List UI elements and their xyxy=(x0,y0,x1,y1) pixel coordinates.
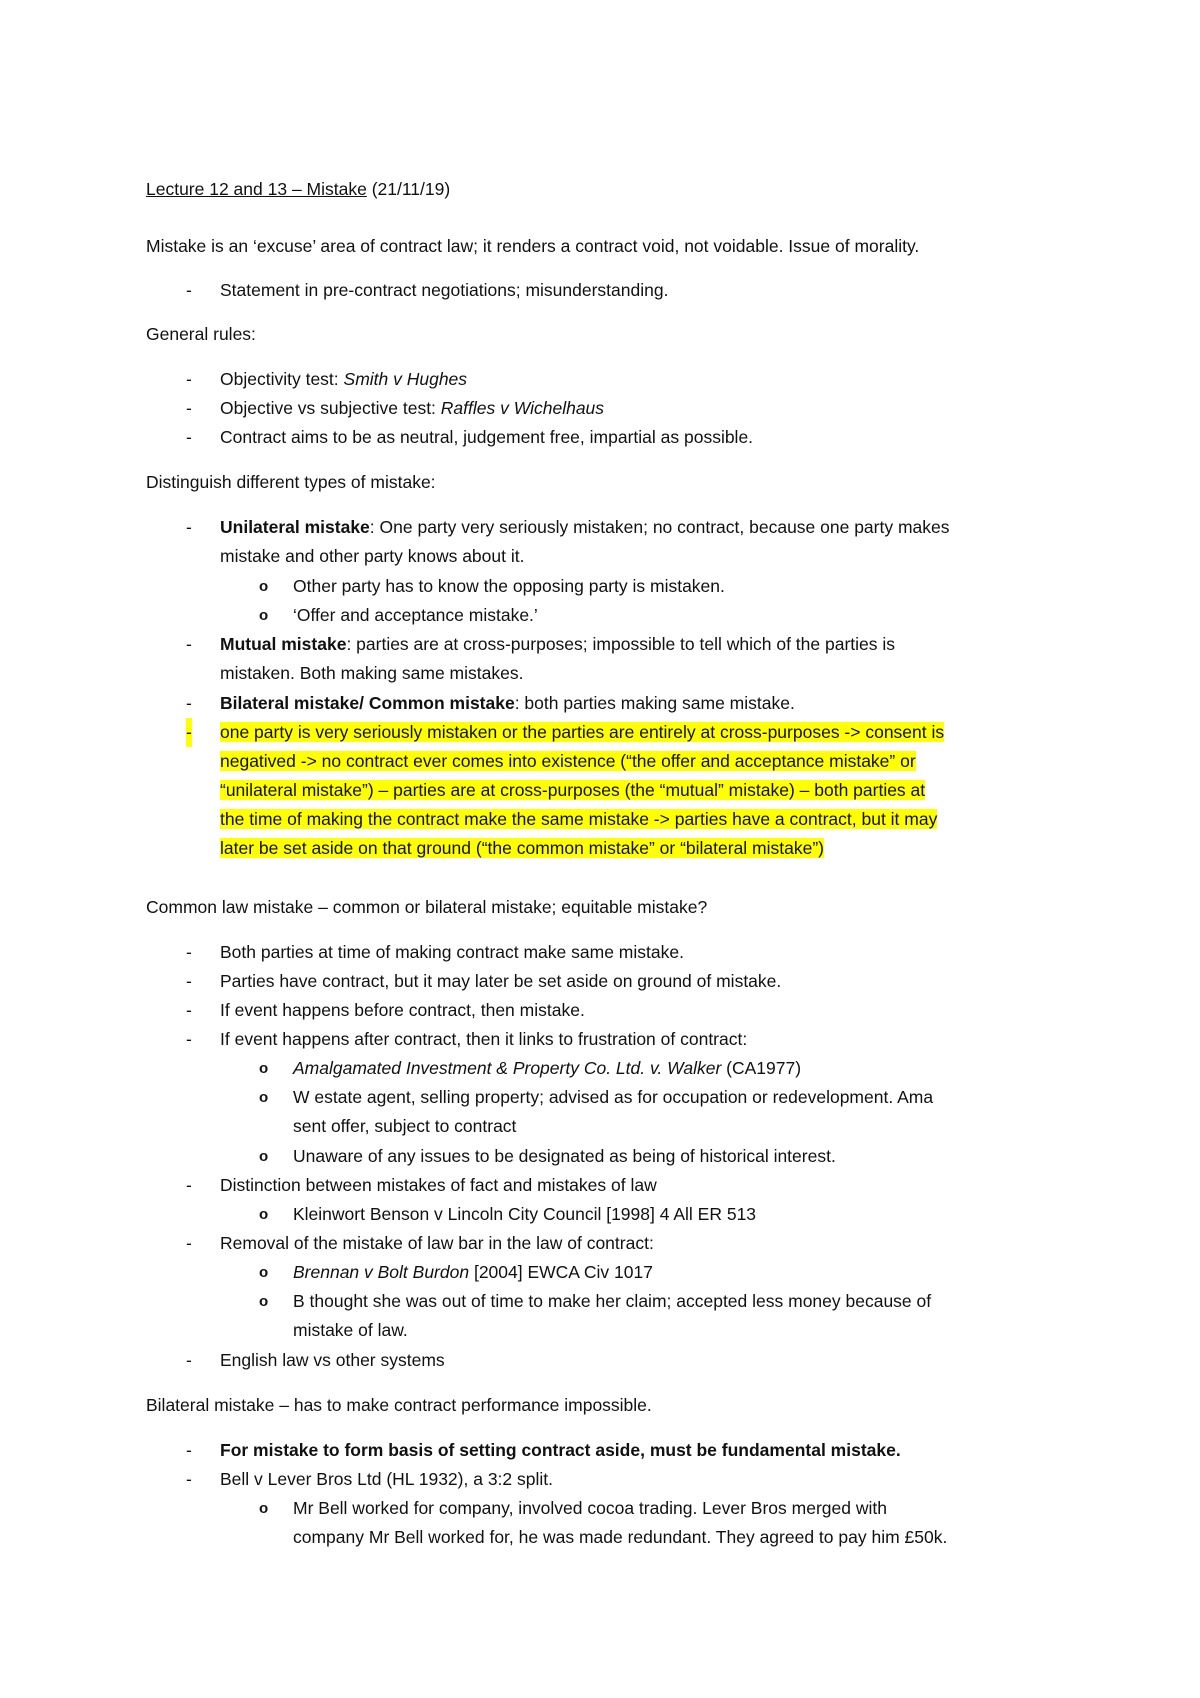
sub-list-item-text: company Mr Bell worked for, he was made redundant. They agreed to pay him £50k. xyxy=(293,1527,948,1547)
dash-marker: - xyxy=(186,634,192,654)
general-rules-heading: General rules: xyxy=(146,324,256,344)
list-item-text: : parties are at cross-purposes; impossible to tell which of the parties is xyxy=(346,634,896,654)
lecture-title xyxy=(146,175,450,204)
lecture-title-underlined: Lecture 12 and 13 – Mistake xyxy=(146,179,367,199)
sub-list-item-text: mistake of law. xyxy=(293,1320,408,1340)
case-name: Smith v Hughes xyxy=(343,369,468,389)
circle-marker: o xyxy=(259,1500,269,1517)
dash-marker: - xyxy=(186,280,192,300)
dash-marker: - xyxy=(186,1029,192,1049)
sub-list-item-text: sent offer, subject to contract xyxy=(293,1116,517,1136)
dash-marker: - xyxy=(186,1440,192,1460)
dash-marker: - xyxy=(186,1000,192,1020)
dash-marker: - xyxy=(186,398,192,418)
list-item-text: Objective vs subjective test: xyxy=(220,398,441,418)
case-name: Raffles v Wichelhaus xyxy=(440,398,605,418)
sub-list-item-text: W estate agent, selling property; advised as for occupation or redevelopment. Ama xyxy=(293,1087,934,1107)
common-law-heading: Common law mistake – common or bilateral mistake; equitable mistake? xyxy=(146,897,708,917)
highlighted-text-line: the time of making the contract make the same mistake -> parties have a contract, but it may xyxy=(220,809,938,829)
list-item-text: If event happens after contract, then it links to frustration of contract: xyxy=(220,1029,748,1049)
dash-marker: - xyxy=(186,369,192,389)
circle-marker: o xyxy=(259,1293,269,1310)
circle-marker: o xyxy=(259,607,269,624)
dash-marker: - xyxy=(186,718,192,747)
term-bilateral: Bilateral mistake/ Common mistake xyxy=(220,693,515,713)
dash-marker: - xyxy=(186,1469,192,1489)
case-name: Brennan v Bolt Burdon xyxy=(293,1262,470,1282)
circle-marker: o xyxy=(259,1060,269,1077)
highlighted-text-line: negatived -> no contract ever comes into existence (“the offer and acceptance mistake” or xyxy=(220,751,916,771)
list-item-text: : both parties making same mistake. xyxy=(514,693,795,713)
dash-marker: - xyxy=(186,693,192,713)
sub-list-item-text: Mr Bell worked for company, involved cocoa trading. Lever Bros merged with xyxy=(293,1498,887,1518)
highlighted-text-line: one party is very seriously mistaken or the parties are entirely at cross-purposes -> consent is xyxy=(220,722,945,742)
sub-list-item-text: Kleinwort Benson v Lincoln City Council [1998] 4 All ER 513 xyxy=(293,1204,757,1224)
types-heading: Distinguish different types of mistake: xyxy=(146,472,436,492)
dash-marker: - xyxy=(186,1233,192,1253)
case-name: Amalgamated Investment & Property Co. Ltd. v. Walker xyxy=(293,1058,722,1078)
dash-marker: - xyxy=(186,1350,192,1370)
bilateral-heading: Bilateral mistake – has to make contract performance impossible. xyxy=(146,1395,652,1415)
list-item-text: mistake and other party knows about it. xyxy=(220,546,525,566)
sub-list-item-text: B thought she was out of time to make her claim; accepted less money because of xyxy=(293,1291,932,1311)
lecture-date: (21/11/19) xyxy=(366,179,451,199)
sub-list-item-text: Other party has to know the opposing party is mistaken. xyxy=(293,576,725,596)
sub-list-item-text: (CA1977) xyxy=(721,1058,802,1078)
intro-paragraph: Mistake is an ‘excuse’ area of contract law; it renders a contract void, not voidable. Issue of morality. xyxy=(146,236,920,256)
dash-marker: - xyxy=(186,427,192,447)
dash-marker: - xyxy=(186,517,192,537)
list-item-text: mistaken. Both making same mistakes. xyxy=(220,663,524,683)
list-item-text: Statement in pre-contract negotiations; misunderstanding. xyxy=(220,280,669,300)
list-item-text: : One party very seriously mistaken; no contract, because one party makes xyxy=(369,517,950,537)
sub-list-item-text: Unaware of any issues to be designated as being of historical interest. xyxy=(293,1146,836,1166)
term-unilateral: Unilateral mistake xyxy=(220,517,370,537)
list-item-text: Both parties at time of making contract make same mistake. xyxy=(220,942,684,962)
highlighted-text-line: “unilateral mistake”) – parties are at cross-purposes (the “mutual” mistake) – both parties at xyxy=(220,780,926,800)
circle-marker: o xyxy=(259,1264,269,1281)
sub-list-item-text: ‘Offer and acceptance mistake.’ xyxy=(293,605,538,625)
circle-marker: o xyxy=(259,1089,269,1106)
dash-marker: - xyxy=(186,971,192,991)
sub-list-item-text: [2004] EWCA Civ 1017 xyxy=(469,1262,653,1282)
list-item-text: Removal of the mistake of law bar in the law of contract: xyxy=(220,1233,654,1253)
list-item-text: Objectivity test: xyxy=(220,369,344,389)
dash-marker: - xyxy=(186,942,192,962)
list-item-text: If event happens before contract, then mistake. xyxy=(220,1000,585,1020)
circle-marker: o xyxy=(259,1148,269,1165)
list-item-text: Distinction between mistakes of fact and mistakes of law xyxy=(220,1175,657,1195)
term-mutual: Mutual mistake xyxy=(220,634,347,654)
list-item-text: English law vs other systems xyxy=(220,1350,445,1370)
circle-marker: o xyxy=(259,1206,269,1223)
list-item-text: Contract aims to be as neutral, judgement free, impartial as possible. xyxy=(220,427,754,447)
highlighted-text-line: later be set aside on that ground (“the common mistake” or “bilateral mistake”) xyxy=(220,838,825,858)
dash-marker: - xyxy=(186,1175,192,1195)
list-item-text: For mistake to form basis of setting contract aside, must be fundamental mistake. xyxy=(220,1440,901,1460)
list-item-text: Bell v Lever Bros Ltd (HL 1932), a 3:2 split. xyxy=(220,1469,553,1489)
circle-marker: o xyxy=(259,578,269,595)
list-item-text: Parties have contract, but it may later be set aside on ground of mistake. xyxy=(220,971,782,991)
